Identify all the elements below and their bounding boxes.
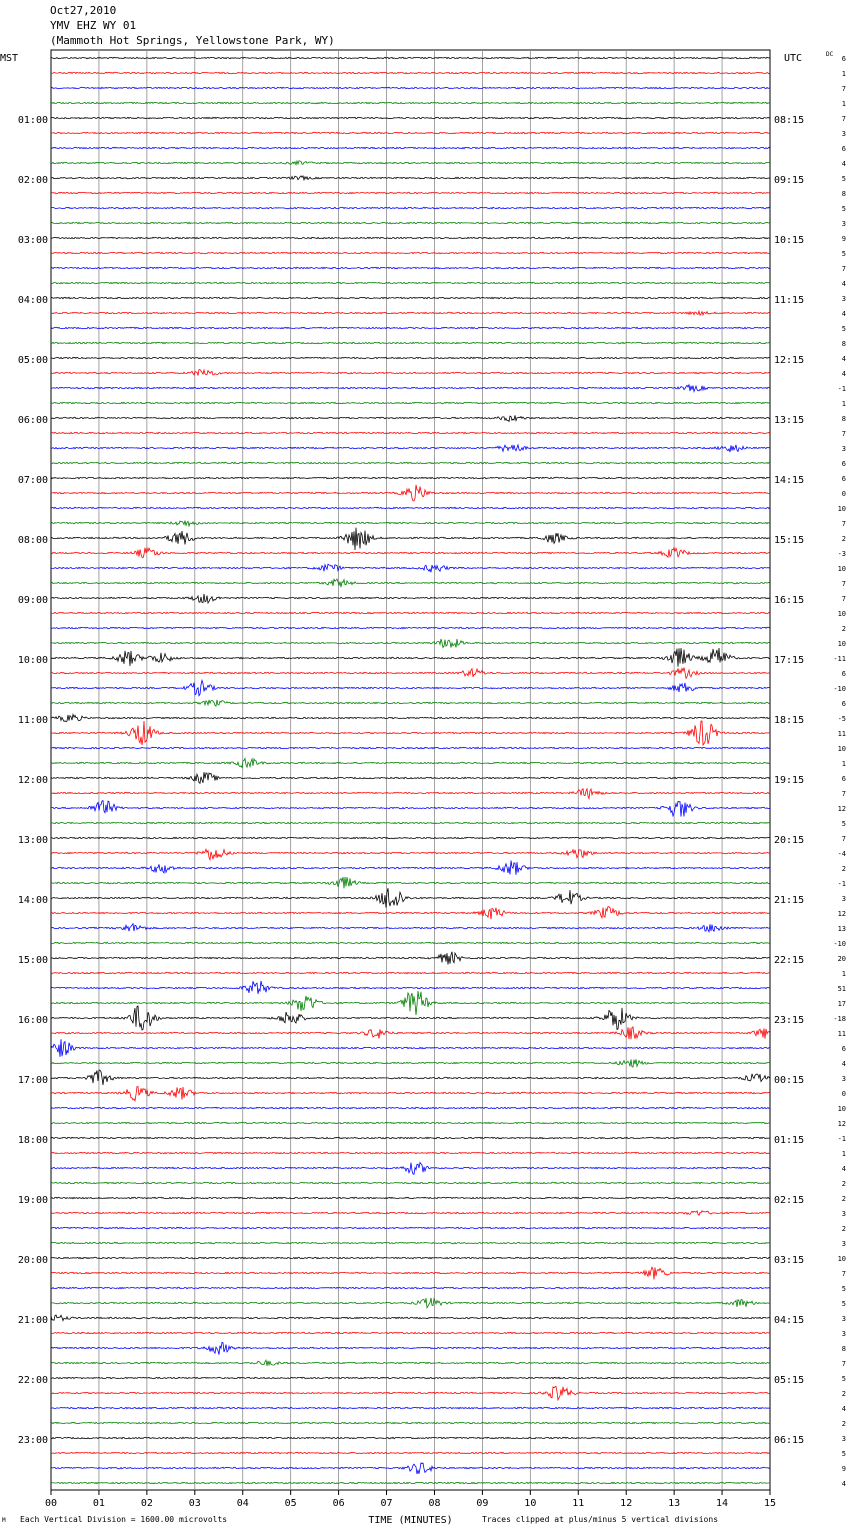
dc-offset-value: 3 <box>841 220 846 228</box>
mst-hour-label: 06:00 <box>17 415 48 426</box>
mst-hour-label: 19:00 <box>17 1195 48 1206</box>
dc-offset-value: 1 <box>841 400 846 408</box>
seismic-trace <box>51 297 770 298</box>
x-axis-title: TIME (MINUTES) <box>368 1515 453 1526</box>
utc-hour-label: 22:15 <box>774 955 805 966</box>
dc-offset-value: 6 <box>841 145 846 153</box>
seismic-trace <box>51 1197 770 1198</box>
utc-hour-label: 13:15 <box>774 415 805 426</box>
seismic-trace <box>51 721 770 745</box>
dc-offset-value: 2 <box>841 625 846 633</box>
seismic-trace <box>51 147 770 148</box>
dc-offset-value: 2 <box>841 535 846 543</box>
seismic-trace <box>51 507 770 508</box>
seismic-trace <box>51 311 770 315</box>
dc-offset-value: 3 <box>841 1240 846 1248</box>
mst-hour-label: 21:00 <box>17 1315 48 1326</box>
plot-frame <box>51 50 770 1490</box>
mst-hour-label: 15:00 <box>17 955 48 966</box>
mst-hour-label: 05:00 <box>17 355 48 366</box>
seismic-trace <box>51 1227 770 1228</box>
seismic-trace <box>51 207 770 208</box>
scale-note: Each Vertical Division = 1600.00 microvolts <box>20 1515 228 1524</box>
seismic-trace <box>51 906 770 919</box>
seismic-trace <box>51 1315 770 1321</box>
seismic-trace <box>51 612 770 613</box>
dc-offset-value: 6 <box>841 700 846 708</box>
dc-offset-value: -10 <box>833 685 846 693</box>
seismic-trace <box>51 1482 770 1483</box>
utc-hour-label: 09:15 <box>774 175 805 186</box>
dc-offset-value: 8 <box>841 1345 846 1353</box>
seismic-trace <box>51 521 770 526</box>
dc-offset-value: 4 <box>841 370 846 378</box>
dc-offset-value: -11 <box>833 655 846 663</box>
seismic-trace <box>51 849 770 859</box>
dc-offset-value: 7 <box>841 790 846 798</box>
utc-hour-label: 18:15 <box>774 715 805 726</box>
dc-offset-value: 5 <box>841 1285 846 1293</box>
dc-offset-value: 7 <box>841 580 846 588</box>
seismic-trace <box>51 1437 770 1438</box>
dc-offset-value: 10 <box>837 640 846 648</box>
seismic-trace <box>51 132 770 133</box>
utc-hour-label: 02:15 <box>774 1195 805 1206</box>
seismic-trace <box>51 267 770 268</box>
seismic-trace <box>51 1342 770 1354</box>
x-tick-label: 14 <box>716 1498 729 1509</box>
seismic-trace <box>51 528 770 550</box>
dc-offset-value: 5 <box>841 325 846 333</box>
mst-hour-label: 10:00 <box>17 655 48 666</box>
dc-offset-value: -3 <box>837 550 846 558</box>
seismic-trace <box>51 668 770 679</box>
seismic-trace <box>51 1242 770 1243</box>
dc-offset-value: 10 <box>837 610 846 618</box>
dc-offset-value: 8 <box>841 415 846 423</box>
dc-offset-value: 1 <box>841 970 846 978</box>
seismic-trace <box>51 564 770 572</box>
mst-hour-label: 02:00 <box>17 175 48 186</box>
x-tick-label: 00 <box>44 1498 58 1509</box>
seismic-trace <box>51 176 770 180</box>
x-tick-label: 08 <box>428 1498 441 1509</box>
x-tick-label: 13 <box>668 1498 681 1509</box>
mst-hour-label: 01:00 <box>17 115 48 126</box>
seismic-trace <box>51 627 770 628</box>
dc-offset-value: 4 <box>841 160 846 168</box>
chart-date: Oct27,2010 <box>50 4 117 17</box>
seismic-trace <box>51 1332 770 1333</box>
utc-hour-label: 15:15 <box>774 535 805 546</box>
dc-offset-value: 7 <box>841 835 846 843</box>
dc-offset-value: 1 <box>841 1150 846 1158</box>
dc-offset-value: 17 <box>837 1000 846 1008</box>
seismic-trace <box>51 222 770 223</box>
dc-offset-value: 13 <box>837 925 846 933</box>
dc-offset-value: 7 <box>841 265 846 273</box>
clip-note: Traces clipped at plus/minus 5 vertical divisions <box>482 1515 719 1524</box>
seismic-trace <box>51 700 770 706</box>
x-tick-label: 15 <box>763 1498 777 1509</box>
dc-offset-value: 20 <box>837 955 846 963</box>
dc-offset-value: -1 <box>837 880 846 888</box>
seismic-trace <box>51 282 770 283</box>
utc-hour-label: 14:15 <box>774 475 805 486</box>
mst-hour-label: 08:00 <box>17 535 48 546</box>
x-tick-label: 02 <box>140 1498 153 1509</box>
station-id: YMV EHZ WY 01 <box>50 19 137 32</box>
dc-offset-value: 10 <box>837 1105 846 1113</box>
seismic-trace <box>51 1267 770 1279</box>
seismic-trace <box>51 1298 770 1308</box>
seismic-trace <box>51 639 770 648</box>
utc-hour-label: 12:15 <box>774 355 805 366</box>
dc-offset-value: 6 <box>841 55 846 63</box>
x-tick-label: 03 <box>188 1498 201 1509</box>
seismic-trace <box>51 1059 770 1067</box>
dc-offset-value: 5 <box>841 1300 846 1308</box>
seismic-trace <box>51 1070 770 1085</box>
mst-hour-label: 17:00 <box>17 1075 48 1086</box>
seismic-trace <box>51 991 770 1015</box>
dc-offset-value: 51 <box>837 985 846 993</box>
mst-hour-label: 13:00 <box>17 835 48 846</box>
mst-hour-label: 03:00 <box>17 235 48 246</box>
utc-hour-label: 01:15 <box>774 1135 805 1146</box>
seismic-trace <box>51 772 770 783</box>
dc-offset-value: 11 <box>837 1030 846 1038</box>
mst-hour-label: 12:00 <box>17 775 48 786</box>
seismic-trace <box>51 789 770 799</box>
seismic-trace <box>51 342 770 343</box>
seismic-trace <box>51 715 770 722</box>
dc-offset-value: 10 <box>837 1255 846 1263</box>
dc-offset-value: 2 <box>841 1225 846 1233</box>
seismic-trace <box>51 1452 770 1453</box>
seismic-trace <box>51 1360 770 1366</box>
dc-offset-value: 7 <box>841 595 846 603</box>
dc-offset-value: 5 <box>841 820 846 828</box>
seismic-trace <box>51 1211 770 1216</box>
seismic-trace <box>51 1463 770 1474</box>
dc-offset-value: 9 <box>841 235 846 243</box>
seismic-trace <box>51 252 770 253</box>
seismic-trace <box>51 385 770 392</box>
seismic-trace <box>51 594 770 603</box>
utc-axis-title: UTC <box>784 53 803 64</box>
seismic-trace <box>51 102 770 103</box>
seismic-trace <box>51 87 770 88</box>
seismic-trace <box>51 1152 770 1153</box>
seismic-trace <box>51 1122 770 1123</box>
corner-mark: M <box>2 1517 6 1524</box>
dc-offset-value: 3 <box>841 130 846 138</box>
dc-offset-value: -1 <box>837 1135 846 1143</box>
seismic-trace <box>51 747 770 748</box>
dc-offset-value: 0 <box>841 1090 846 1098</box>
mst-hour-label: 16:00 <box>17 1015 48 1026</box>
seismic-trace <box>51 579 770 587</box>
seismic-trace <box>51 1386 770 1400</box>
dc-offset-value: 5 <box>841 1375 846 1383</box>
mst-hour-label: 23:00 <box>17 1435 48 1446</box>
mst-hour-label: 09:00 <box>17 595 48 606</box>
seismic-trace <box>51 759 770 768</box>
dc-offset-value: 1 <box>841 760 846 768</box>
seismic-trace <box>51 1137 770 1138</box>
dc-offset-value: 3 <box>841 1330 846 1338</box>
seismic-trace <box>51 837 770 838</box>
seismic-trace <box>51 72 770 73</box>
mst-hour-label: 14:00 <box>17 895 48 906</box>
seismic-trace <box>51 924 770 932</box>
x-tick-label: 05 <box>284 1498 297 1509</box>
dc-offset-value: 8 <box>841 340 846 348</box>
seismic-trace <box>51 680 770 695</box>
dc-offset-value: 12 <box>837 910 846 918</box>
seismic-trace <box>51 462 770 463</box>
seismic-trace <box>51 402 770 403</box>
dc-offset-value: 7 <box>841 430 846 438</box>
seismic-trace <box>51 1182 770 1183</box>
seismic-trace <box>51 1027 770 1039</box>
seismic-trace <box>51 1163 770 1175</box>
x-tick-label: 12 <box>620 1498 633 1509</box>
seismic-trace <box>51 1107 770 1108</box>
utc-hour-label: 11:15 <box>774 295 805 306</box>
x-tick-label: 06 <box>332 1498 345 1509</box>
seismic-trace <box>51 1377 770 1378</box>
dc-offset-value: 6 <box>841 1045 846 1053</box>
dc-offset-value: 1 <box>841 100 846 108</box>
seismic-trace <box>51 1087 770 1101</box>
dc-axis-title: DC <box>826 51 834 58</box>
dc-offset-value: 7 <box>841 1360 846 1368</box>
seismic-trace <box>51 952 770 965</box>
seismic-trace <box>51 161 770 165</box>
dc-offset-value: 2 <box>841 865 846 873</box>
dc-offset-value: 6 <box>841 670 846 678</box>
dc-offset-value: 3 <box>841 445 846 453</box>
seismic-trace <box>51 1407 770 1408</box>
dc-offset-value: 7 <box>841 520 846 528</box>
seismic-trace <box>51 861 770 875</box>
seismic-trace <box>51 237 770 238</box>
dc-offset-value: 10 <box>837 745 846 753</box>
dc-offset-value: 5 <box>841 1450 846 1458</box>
x-tick-label: 10 <box>524 1498 537 1509</box>
seismic-trace <box>51 432 770 433</box>
dc-offset-value: 1 <box>841 70 846 78</box>
seismic-trace <box>51 981 770 994</box>
seismic-trace <box>51 822 770 823</box>
mst-hour-label: 18:00 <box>17 1135 48 1146</box>
dc-offset-value: 3 <box>841 1075 846 1083</box>
mst-axis-title: MST <box>0 53 19 64</box>
mst-hour-label: 22:00 <box>17 1375 48 1386</box>
x-tick-label: 07 <box>380 1498 393 1509</box>
seismic-trace <box>51 972 770 973</box>
x-tick-label: 11 <box>572 1498 585 1509</box>
seismic-trace <box>51 548 770 558</box>
dc-offset-value: 7 <box>841 115 846 123</box>
seismic-trace <box>51 327 770 328</box>
utc-hour-label: 10:15 <box>774 235 805 246</box>
utc-hour-label: 08:15 <box>774 115 805 126</box>
x-tick-label: 09 <box>476 1498 489 1509</box>
seismic-trace <box>51 192 770 193</box>
dc-offset-value: 7 <box>841 1270 846 1278</box>
utc-hour-label: 19:15 <box>774 775 805 786</box>
dc-offset-value: -4 <box>837 850 846 858</box>
dc-offset-value: 11 <box>837 730 846 738</box>
dc-offset-value: 12 <box>837 805 846 813</box>
dc-offset-value: 4 <box>841 1060 846 1068</box>
utc-hour-label: 21:15 <box>774 895 805 906</box>
seismic-trace <box>51 477 770 478</box>
seismic-trace <box>51 370 770 376</box>
seismic-trace <box>51 415 770 421</box>
utc-hour-label: 20:15 <box>774 835 805 846</box>
dc-offset-value: -1 <box>837 385 846 393</box>
utc-hour-label: 16:15 <box>774 595 805 606</box>
dc-offset-value: 2 <box>841 1390 846 1398</box>
dc-offset-value: -5 <box>837 715 846 723</box>
seismic-trace <box>51 485 770 501</box>
dc-offset-value: -10 <box>833 940 846 948</box>
utc-hour-label: 03:15 <box>774 1255 805 1266</box>
dc-offset-value: 6 <box>841 475 846 483</box>
dc-offset-value: 4 <box>841 1165 846 1173</box>
dc-offset-value: 4 <box>841 280 846 288</box>
dc-offset-value: 5 <box>841 205 846 213</box>
station-location: (Mammoth Hot Springs, Yellowstone Park, WY) <box>50 34 335 47</box>
dc-offset-value: 12 <box>837 1120 846 1128</box>
seismic-trace <box>51 801 770 817</box>
seismic-trace <box>51 445 770 452</box>
seismic-trace <box>51 1257 770 1258</box>
x-tick-label: 04 <box>236 1498 249 1509</box>
dc-offset-value: 0 <box>841 490 846 498</box>
seismic-trace <box>51 1422 770 1423</box>
dc-offset-value: 3 <box>841 1435 846 1443</box>
dc-offset-value: 5 <box>841 250 846 258</box>
seismic-trace <box>51 942 770 943</box>
seismic-trace <box>51 357 770 358</box>
dc-offset-value: -18 <box>833 1015 846 1023</box>
utc-hour-label: 17:15 <box>774 655 805 666</box>
mst-hour-label: 04:00 <box>17 295 48 306</box>
utc-hour-label: 23:15 <box>774 1015 805 1026</box>
seismic-trace <box>51 1039 770 1057</box>
seismic-trace <box>51 117 770 118</box>
seismic-trace <box>51 648 770 667</box>
dc-offset-value: 3 <box>841 295 846 303</box>
seismic-trace <box>51 57 770 58</box>
dc-offset-value: 7 <box>841 85 846 93</box>
dc-offset-value: 3 <box>841 895 846 903</box>
utc-hour-label: 06:15 <box>774 1435 805 1446</box>
utc-hour-label: 00:15 <box>774 1075 805 1086</box>
dc-offset-value: 4 <box>841 1480 846 1488</box>
x-tick-label: 01 <box>92 1498 105 1509</box>
dc-offset-value: 4 <box>841 310 846 318</box>
dc-offset-value: 10 <box>837 565 846 573</box>
utc-hour-label: 04:15 <box>774 1315 805 1326</box>
dc-offset-value: 3 <box>841 1315 846 1323</box>
dc-offset-value: 10 <box>837 505 846 513</box>
seismic-trace <box>51 1287 770 1288</box>
dc-offset-value: 4 <box>841 1405 846 1413</box>
dc-offset-value: 9 <box>841 1465 846 1473</box>
seismic-trace <box>51 877 770 888</box>
dc-offset-value: 4 <box>841 355 846 363</box>
mst-hour-label: 07:00 <box>17 475 48 486</box>
dc-offset-value: 6 <box>841 460 846 468</box>
dc-offset-value: 8 <box>841 190 846 198</box>
dc-offset-value: 2 <box>841 1420 846 1428</box>
dc-offset-value: 3 <box>841 1210 846 1218</box>
seismic-trace <box>51 888 770 907</box>
dc-offset-value: 2 <box>841 1180 846 1188</box>
mst-hour-label: 11:00 <box>17 715 48 726</box>
dc-offset-value: 6 <box>841 775 846 783</box>
dc-offset-value: 2 <box>841 1195 846 1203</box>
dc-offset-value: 5 <box>841 175 846 183</box>
mst-hour-label: 20:00 <box>17 1255 48 1266</box>
utc-hour-label: 05:15 <box>774 1375 805 1386</box>
